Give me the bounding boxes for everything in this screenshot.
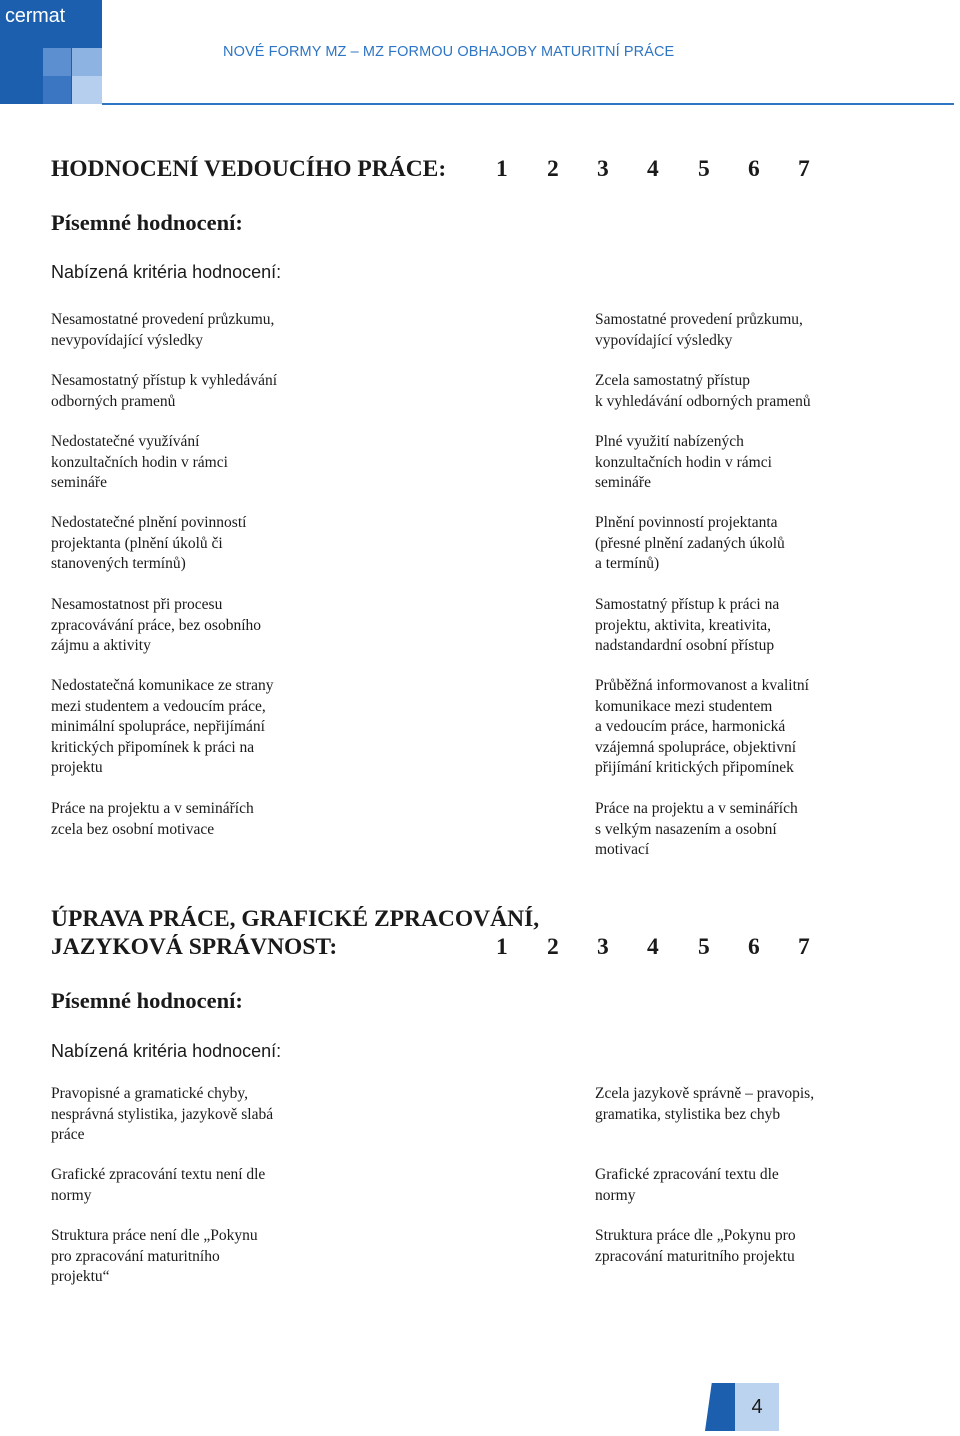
header-divider [102,103,954,105]
logo-square [43,76,71,104]
scale-number: 6 [748,156,760,182]
scale-number: 5 [698,156,710,182]
criterion-positive: Průběžná informovanost a kvalitní komunikace mezi studentem a vedoucím práce, harmonická vzájemná spolupráce, objektivní přijímání kritických připomínek [595,677,809,776]
criterion-positive: Samostatné provedení průzkumu, vypovídající výsledky [595,311,803,349]
scale-number: 7 [798,156,810,182]
criterion-negative: Nedostatečná komunikace ze strany mezi studentem a vedoucím práce, minimální spolupráce, nepřijímání kritických připomínek k práci na projektu [51,677,274,776]
logo-wordmark: cermat [5,5,65,27]
criterion-positive: Plnění povinností projektanta (přesné plnění zadaných úkolů a termínů) [595,514,785,572]
section2-heading-line2: JAZYKOVÁ SPRÁVNOST: [51,934,338,960]
criterion-negative: Práce na projektu a v seminářích zcela bez osobní motivace [51,800,254,838]
criterion-positive: Práce na projektu a v seminářích s velkým nasazením a osobní motivací [595,800,798,858]
cermat-logo [0,0,102,104]
scale-number: 1 [496,934,508,960]
criterion-positive: Zcela jazykově správně – pravopis, gramatika, stylistika bez chyb [595,1085,815,1123]
criterion-positive: Struktura práce dle „Pokynu pro zpracování maturitního projektu [595,1227,796,1265]
criterion-negative: Nedostatečné využívání konzultačních hodin v rámci semináře [51,433,228,491]
page-number: 4 [751,1396,763,1418]
criterion-negative: Nesamostatné provedení průzkumu, nevypovídající výsledky [51,311,275,349]
offered-criteria-label: Nabízená kritéria hodnocení: [51,262,282,282]
scale-number: 1 [496,156,508,182]
criterion-negative: Grafické zpracování textu není dle normy [51,1166,266,1204]
criterion-negative: Nedostatečné plnění povinností projektanta (plnění úkolů či stanovených termínů) [51,514,247,572]
section1-heading: HODNOCENÍ VEDOUCÍHO PRÁCE: [51,156,447,182]
logo-square [72,48,102,76]
scale-number: 7 [798,934,810,960]
offered-criteria-label: Nabízená kritéria hodnocení: [51,1041,282,1061]
scale-number: 4 [647,934,659,960]
criterion-negative: Nesamostatný přístup k vyhledávání odborných pramenů [51,372,277,410]
scale-number: 4 [647,156,659,182]
written-evaluation-label: Písemné hodnocení: [51,988,243,1013]
scale-number: 2 [547,156,559,182]
page-number-badge [705,1383,779,1431]
scale-number: 3 [597,934,609,960]
criterion-positive: Grafické zpracování textu dle normy [595,1166,779,1204]
criterion-positive: Samostatný přístup k práci na projektu, aktivita, kreativita, nadstandardní osobní přístup [595,596,780,654]
criterion-negative: Nesamostatnost při procesu zpracovávání práce, bez osobního zájmu a aktivity [51,596,262,654]
criterion-positive: Plné využití nabízených konzultačních hodin v rámci semináře [595,433,772,491]
section2-heading-line1: ÚPRAVA PRÁCE, GRAFICKÉ ZPRACOVÁNÍ, [51,906,540,932]
logo-square [72,76,102,104]
written-evaluation-label: Písemné hodnocení: [51,210,243,235]
criterion-positive: Zcela samostatný přístup k vyhledávání odborných pramenů [595,372,811,410]
scale-number: 5 [698,934,710,960]
criterion-negative: Struktura práce není dle „Pokynu pro zpracování maturitního projektu“ [51,1227,258,1285]
logo-square [43,48,71,76]
scale-number: 3 [597,156,609,182]
header-title: NOVÉ FORMY MZ – MZ FORMOU OBHAJOBY MATURITNÍ PRÁCE [223,44,675,60]
criterion-negative: Pravopisné a gramatické chyby, nesprávná stylistika, jazykově slabá práce [51,1085,274,1143]
scale-number: 2 [547,934,559,960]
scale-number: 6 [748,934,760,960]
